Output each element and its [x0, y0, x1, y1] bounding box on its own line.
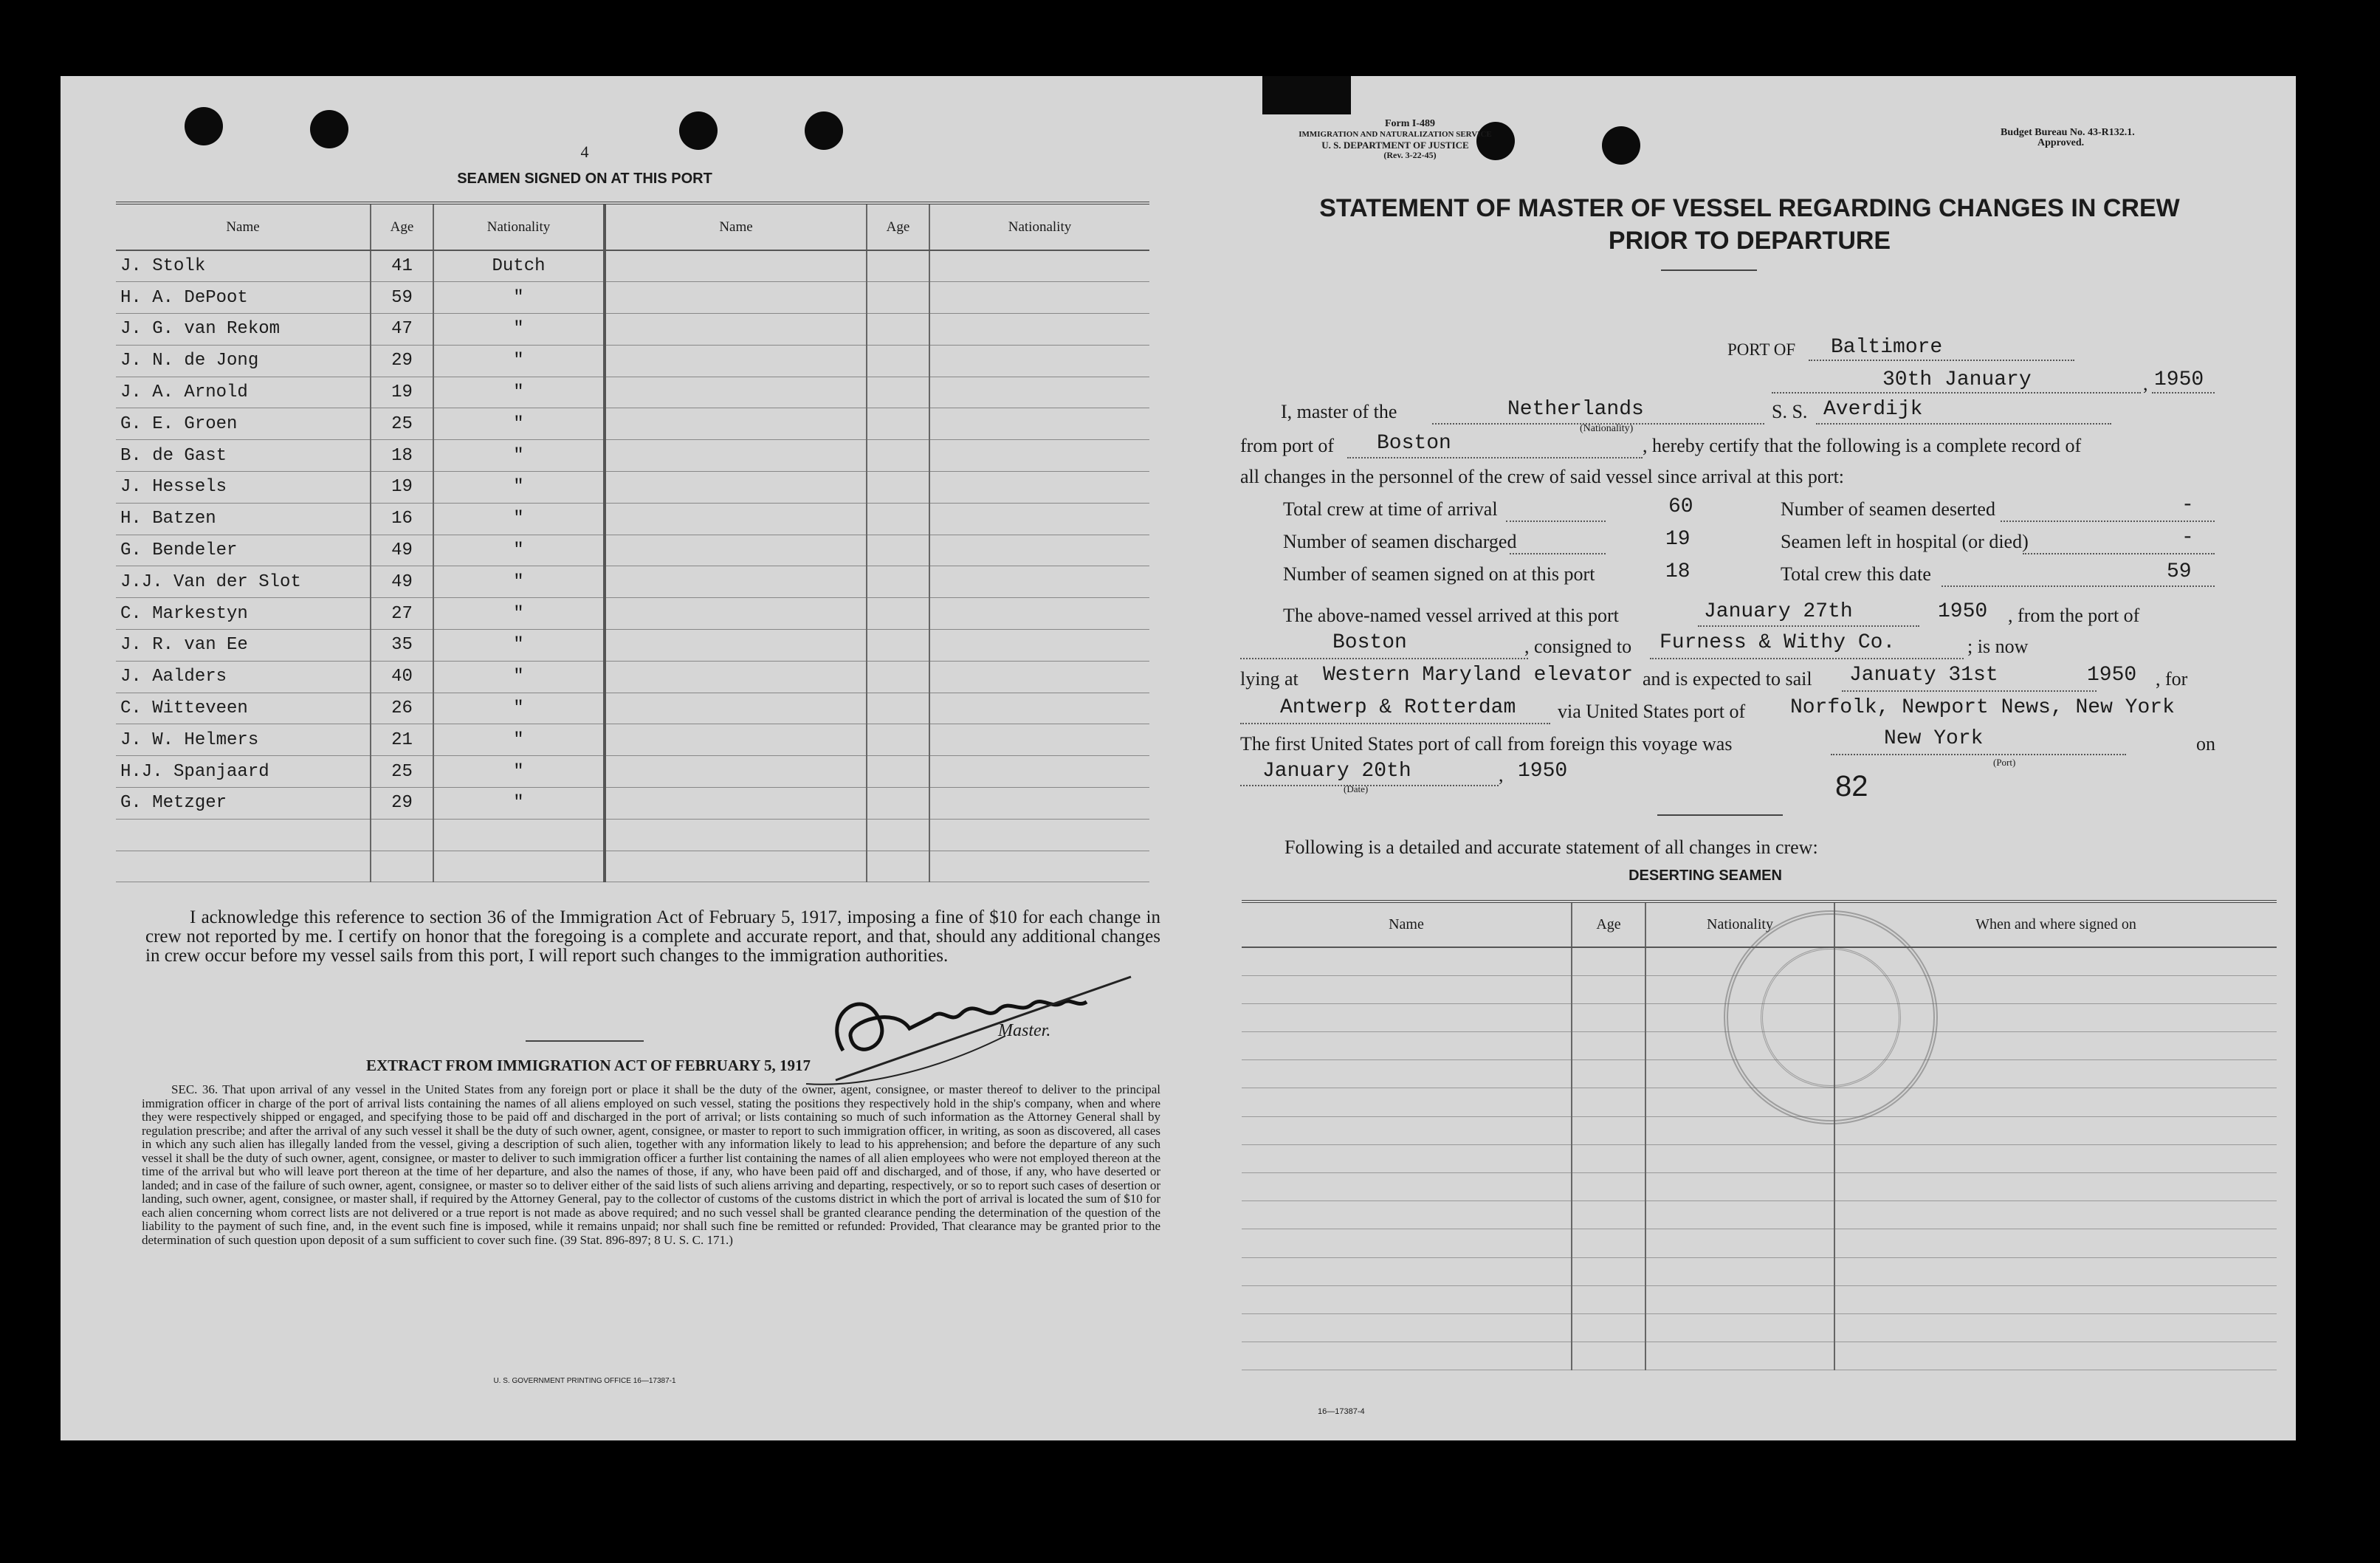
table-row — [116, 377, 1149, 408]
lying-at-label: lying at — [1240, 668, 1299, 690]
seaman-nationality: Dutch — [433, 250, 605, 282]
seaman-age — [371, 819, 433, 851]
agency-line-1: IMMIGRATION AND NATURALIZATION SERVICE — [1299, 130, 1492, 139]
blank-signed-on — [1834, 1257, 2277, 1285]
table-row — [116, 314, 1149, 346]
blank-nationality — [929, 408, 1149, 440]
blank-nationality — [929, 819, 1149, 851]
seaman-nationality: " — [433, 630, 605, 662]
seaman-name: J. G. van Rekom — [116, 314, 371, 346]
certify-text: , hereby certify that the following is a complete record of — [1643, 435, 2082, 456]
signed-on-value: 18 — [1665, 560, 1691, 583]
seaman-name: J. Aalders — [116, 661, 371, 693]
arrived-date: January 27th — [1704, 600, 1853, 623]
col-header-nationality: Nationality — [929, 203, 1149, 250]
blank-name — [605, 472, 867, 504]
blank-name — [1242, 1229, 1572, 1257]
seaman-nationality: " — [433, 598, 605, 630]
port-value: Baltimore — [1831, 336, 1943, 359]
blank-name — [1242, 1032, 1572, 1060]
on-label: on — [2196, 733, 2215, 755]
date-value: 30th January — [1882, 368, 2032, 391]
blank-age — [867, 503, 929, 535]
seaman-age: 41 — [371, 250, 433, 282]
seaman-age: 40 — [371, 661, 433, 693]
blank-name — [1242, 1342, 1572, 1370]
col-header-age: Age — [1572, 901, 1645, 947]
blank-nationality — [929, 472, 1149, 504]
consigned-to-label: , consigned to — [1524, 636, 1632, 657]
blank-signed-on — [1834, 1116, 2277, 1144]
seaman-age: 16 — [371, 503, 433, 535]
seaman-nationality — [433, 851, 605, 882]
seaman-age: 27 — [371, 598, 433, 630]
blank-age — [867, 598, 929, 630]
seaman-nationality: " — [433, 693, 605, 724]
blank-age — [867, 724, 929, 756]
seaman-name: G. E. Groen — [116, 408, 371, 440]
blank-nationality — [929, 440, 1149, 472]
blank-name — [1242, 1144, 1572, 1172]
col-header-nationality: Nationality — [433, 203, 605, 250]
col-header-age: Age — [371, 203, 433, 250]
hospital-label: Seamen left in hospital (or died) — [1781, 531, 2029, 552]
blank-name — [1242, 1257, 1572, 1285]
col-header-signed-on: When and where signed on — [1834, 901, 2277, 947]
blank-nationality — [929, 250, 1149, 282]
arrived-from: Boston — [1332, 631, 1407, 654]
seaman-name: G. Bendeler — [116, 535, 371, 566]
col-header-name: Name — [1242, 901, 1572, 947]
table-row — [116, 440, 1149, 472]
seaman-name: G. Metzger — [116, 788, 371, 820]
blank-nationality — [929, 566, 1149, 598]
punch-hole — [1602, 126, 1640, 165]
seaman-nationality: " — [433, 345, 605, 377]
blank-age — [867, 472, 929, 504]
from-the-port-of: , from the port of — [2008, 605, 2140, 626]
total-crew-arrival-label: Total crew at time of arrival — [1283, 498, 1498, 520]
blank-nationality — [1645, 1173, 1834, 1201]
blank-name — [605, 408, 867, 440]
blank-nationality — [1645, 1201, 1834, 1229]
seaman-age: 26 — [371, 693, 433, 724]
blank-age — [1572, 1088, 1645, 1116]
table-row — [116, 724, 1149, 756]
table-row — [1242, 1229, 2277, 1257]
torn-corner — [1262, 76, 1351, 114]
blank-age — [1572, 1229, 1645, 1257]
consignee: Furness & Withy Co. — [1660, 631, 1896, 654]
col-header-nationality: Nationality — [1645, 901, 1834, 947]
blank-signed-on — [1834, 1173, 2277, 1201]
table-row — [116, 472, 1149, 504]
blank-name — [1242, 1285, 1572, 1313]
extract-title: EXTRACT FROM IMMIGRATION ACT OF FEBRUARY 5, 1917 — [365, 1057, 811, 1074]
dot-leader — [1506, 495, 1606, 522]
total-crew-date-label: Total crew this date — [1781, 563, 1931, 585]
divider — [1657, 814, 1783, 816]
blank-signed-on — [1834, 1229, 2277, 1257]
blank-name — [605, 851, 867, 882]
port-label: PORT OF — [1727, 340, 1796, 359]
blank-name — [605, 566, 867, 598]
col-header-name: Name — [116, 203, 371, 250]
table-row — [116, 661, 1149, 693]
arrived-text: The above-named vessel arrived at this port — [1283, 605, 1619, 626]
table-row — [116, 756, 1149, 788]
blank-name — [605, 724, 867, 756]
table-row — [1242, 1116, 2277, 1144]
blank-nationality — [1645, 1285, 1834, 1313]
blank-age — [1572, 1285, 1645, 1313]
form-title: STATEMENT OF MASTER OF VESSEL REGARDING CHANGES IN CREW — [1319, 194, 2180, 222]
blank-name — [605, 345, 867, 377]
discharged-value: 19 — [1665, 528, 1691, 551]
table-row — [116, 408, 1149, 440]
from-port-value: Boston — [1377, 432, 1451, 455]
table-row — [116, 788, 1149, 820]
seaman-age — [371, 851, 433, 882]
seaman-name: C. Witteveen — [116, 693, 371, 724]
divider — [1661, 269, 1757, 271]
blank-age — [867, 282, 929, 314]
left-page — [61, 76, 1171, 1440]
sail-year: 1950 — [2087, 664, 2137, 687]
nationality-value: Netherlands — [1507, 398, 1644, 421]
blank-age — [867, 408, 929, 440]
table-row — [116, 535, 1149, 566]
destination: Antwerp & Rotterdam — [1280, 696, 1516, 719]
seaman-name: H.J. Spanjaard — [116, 756, 371, 788]
blank-name — [605, 788, 867, 820]
blank-name — [605, 503, 867, 535]
table-row — [116, 566, 1149, 598]
blank-name — [605, 693, 867, 724]
blank-name — [605, 282, 867, 314]
seaman-age: 29 — [371, 345, 433, 377]
blank-age — [1572, 975, 1645, 1003]
seaman-name: J. Hessels — [116, 472, 371, 504]
blank-age — [867, 566, 929, 598]
blank-age — [1572, 1313, 1645, 1342]
blank-name — [605, 756, 867, 788]
seaman-name: J. W. Helmers — [116, 724, 371, 756]
table-row — [116, 630, 1149, 662]
seaman-nationality: " — [433, 282, 605, 314]
blank-nationality — [929, 314, 1149, 346]
port-caption: (Port) — [1993, 757, 2016, 768]
table-row — [116, 693, 1149, 724]
blank-nationality — [929, 661, 1149, 693]
seaman-age: 25 — [371, 756, 433, 788]
col-header-age: Age — [867, 203, 929, 250]
blank-signed-on — [1834, 1285, 2277, 1313]
seaman-nationality: " — [433, 756, 605, 788]
blank-name — [605, 661, 867, 693]
first-date: January 20th — [1262, 760, 1411, 783]
printer-line: U. S. GOVERNMENT PRINTING OFFICE 16—17387-1 — [493, 1377, 676, 1385]
blank-nationality — [1645, 1313, 1834, 1342]
form-footer: 16—17387-4 — [1318, 1407, 1365, 1416]
seaman-age: 19 — [371, 472, 433, 504]
inspection-stamp-inner — [1761, 947, 1901, 1088]
via-ports: Norfolk, Newport News, New York — [1790, 696, 2175, 719]
blank-name — [605, 598, 867, 630]
blank-age — [867, 693, 929, 724]
blank-signed-on — [1834, 1144, 2277, 1172]
seaman-name: J. A. Arnold — [116, 377, 371, 408]
blank-name — [1242, 1088, 1572, 1116]
seaman-nationality: " — [433, 314, 605, 346]
blank-name — [1242, 1060, 1572, 1088]
table-row — [116, 819, 1149, 851]
total-crew-date-value: 59 — [2167, 560, 2192, 583]
seaman-nationality: " — [433, 661, 605, 693]
punch-hole — [310, 110, 348, 148]
seaman-name: B. de Gast — [116, 440, 371, 472]
blank-nationality — [929, 756, 1149, 788]
blank-nationality — [1645, 1257, 1834, 1285]
blank-age — [867, 440, 929, 472]
seaman-nationality — [433, 819, 605, 851]
blank-name — [1242, 975, 1572, 1003]
table-row — [1242, 1285, 2277, 1313]
deserted-value: - — [2181, 494, 2194, 517]
seaman-name: H. Batzen — [116, 503, 371, 535]
seaman-nationality: " — [433, 440, 605, 472]
agency-line-2: U. S. DEPARTMENT OF JUSTICE — [1321, 140, 1469, 151]
blank-name — [605, 440, 867, 472]
berth: Western Maryland elevator — [1323, 664, 1634, 687]
seaman-name: J.J. Van der Slot — [116, 566, 371, 598]
revision: (Rev. 3-22-45) — [1383, 150, 1437, 160]
blank-nationality — [929, 630, 1149, 662]
blank-nationality — [1645, 1229, 1834, 1257]
blank-nationality — [929, 598, 1149, 630]
blank-name — [1242, 1003, 1572, 1031]
seaman-nationality: " — [433, 377, 605, 408]
blank-age — [867, 345, 929, 377]
blank-age — [867, 377, 929, 408]
seaman-nationality: " — [433, 566, 605, 598]
table-row — [116, 282, 1149, 314]
table-row — [116, 598, 1149, 630]
seamen-signed-on-table — [116, 202, 1149, 882]
blank-age — [1572, 1201, 1645, 1229]
signed-on-label: Number of seamen signed on at this port — [1283, 563, 1595, 585]
table-row — [1242, 1342, 2277, 1370]
blank-age — [867, 788, 929, 820]
seaman-name: J. N. de Jong — [116, 345, 371, 377]
seaman-name — [116, 819, 371, 851]
blank-name — [1242, 1201, 1572, 1229]
year-value: 1950 — [2154, 368, 2204, 391]
seaman-name — [116, 851, 371, 882]
blank-nationality — [929, 377, 1149, 408]
blank-nationality — [929, 851, 1149, 882]
blank-age — [867, 819, 929, 851]
master-label: Master. — [998, 1021, 1051, 1040]
blank-nationality — [929, 282, 1149, 314]
total-crew-arrival: 60 — [1668, 495, 1693, 518]
hospital-value: - — [2181, 526, 2194, 549]
seaman-age: 25 — [371, 408, 433, 440]
punch-hole — [679, 111, 718, 150]
first-port-text: The first United States port of call from foreign this voyage was — [1240, 733, 1733, 755]
expected-text: and is expected to sail — [1643, 668, 1812, 690]
table-row — [1242, 1313, 2277, 1342]
from-port-label: from port of — [1240, 435, 1335, 456]
seaman-age: 35 — [371, 630, 433, 662]
table-row — [116, 851, 1149, 882]
seaman-age: 47 — [371, 314, 433, 346]
blank-name — [605, 630, 867, 662]
blank-age — [867, 756, 929, 788]
blank-name — [605, 314, 867, 346]
form-number: Form I-489 — [1384, 118, 1436, 129]
blank-signed-on — [1834, 1313, 2277, 1342]
nationality-caption: (Nationality) — [1580, 423, 1634, 434]
table-row — [116, 345, 1149, 377]
table-row — [1242, 1173, 2277, 1201]
blank-nationality — [1645, 1144, 1834, 1172]
seaman-age: 49 — [371, 566, 433, 598]
approved: Approved. — [2037, 137, 2085, 148]
acknowledgement-text: I acknowledge this reference to section 36 of the Immigration Act of February 5, 1917, imposing a fine of $10 for each change in crew not reported by me. I certify on honor that the foregoing is a complete and accurate report, and that, should any additional changes in crew occur before my vessel sails from this port, I will report such changes to the immigration authorities. — [145, 907, 1160, 966]
blank-age — [1572, 1003, 1645, 1031]
blank-name — [1242, 1173, 1572, 1201]
deserted-label: Number of seamen deserted — [1781, 498, 1995, 520]
for-label: , for — [2156, 668, 2188, 690]
seaman-nationality: " — [433, 503, 605, 535]
blank-age — [867, 314, 929, 346]
blank-nationality — [929, 693, 1149, 724]
blank-name — [605, 250, 867, 282]
blank-age — [1572, 1173, 1645, 1201]
discharged-label: Number of seamen discharged — [1283, 531, 1517, 552]
divider — [526, 1040, 644, 1042]
table-row — [1242, 1201, 2277, 1229]
extract-text: SEC. 36. That upon arrival of any vessel in the United States from any foreign port or place it shall be the duty of the owner, agent, consignee, or master thereof to deliver to the principal immigration officer in charge of the port of arrival lists containing the names of all aliens employed on such vessel, stating the positions they respectively hold in the ship's company, when and where they were respectively shipped or engaged, and specifying those to be paid off and discharged in the port of arrival; or lists containing so much of such information as the Attorney General shall by regulation prescribe; and after the arrival of any such vessel it shall be the duty of such owner, agent, consignee, or master to report to such immigration officer, in writing, as soon as discovered, all cases in which any such alien has illegally landed from the vessel, giving a description of such alien, together with any information likely to lead to his apprehension; and before the departure of any such vessel it shall be the duty of such owner, agent, consignee, or master to deliver to such immigration officer a further list containing the names of all alien employees who were not employed thereon at the time of the arrival but who will leave port thereon at the time of her departure, and also the names of those, if any, who have been paid off and discharged, and of those, if any, who have deserted or landed; and in case of the failure of such owner, agent, consignee, or master so to deliver either of the said lists of such aliens arriving and departing, respectively, or so to report such cases of desertion or landing, such owner, agent, consignee, or master shall, if required by the Attorney General, pay to the collector of customs of the customs district in which the port of arrival is located the sum of $10 for each alien concerning whom correct lists are not delivered or a true report is not made as above required; and no such vessel shall be granted clearance pending the determination of the question of the liability to the payment of such fine, and, in the event such fine is imposed, while it remains unpaid; nor shall such fine be remitted or refunded: Provided, That clearance may be granted prior to the determination of such question upon deposit of a sum sufficient to cover such fine. (39 Stat. 896-897; 8 U. S. C. 171.) — [142, 1082, 1160, 1247]
table-row — [1242, 1144, 2277, 1172]
following-text: Following is a detailed and accurate statement of all changes in crew: — [1284, 837, 1818, 858]
blank-name — [1242, 1313, 1572, 1342]
blank-age — [1572, 1032, 1645, 1060]
right-page: Form I-489 IMMIGRATION AND NATURALIZATION SERVICE U. S. DEPARTMENT OF JUSTICE (Rev. 3-22-45) Budget Bureau No. 43-R132.1. Approved. STATEMENT OF MASTER OF VESSEL REGARDING CHANGES IN CREW PRIOR TO DEPARTURE PORT OF Baltimore 30th January , 1950 I, master of the Netherlands (Nationality) S. S. Averdijk from port of Boston , hereby certify that the following is a complete record of all changes in the personnel of the crew of said vessel since arrival at this port: Total crew at time of arrival 60 Number of seamen deserted - Number of seamen discharged 19 Seamen left in hospital (or died) - Number of seamen signed on at this port 18 Total crew this date 59 The above-named vessel arrived at this port January 27th 1950 , from the port of Boston , consigned to Furness & Withy Co. ; is now lying at Western Maryland elevator and is expected to sail Januaty 31st 1950 , for Antwerp & Rotterdam via United States port of Norfolk, Newport News, New York The first United States port of call from foreign this voyage was New York (Port) on January 20th (Date) , 1950 82 Following is a detailed and accurate statement of all changes in crew: DESERTING SEAMEN Name Age Nationality When and where signed on 16—17387-4 — [1166, 76, 2296, 1440]
blank-nationality — [1645, 1342, 1834, 1370]
blank-age — [867, 851, 929, 882]
seaman-nationality: " — [433, 788, 605, 820]
is-now: ; is now — [1967, 636, 2029, 657]
seaman-nationality: " — [433, 535, 605, 566]
blank-name — [605, 377, 867, 408]
blank-name — [1242, 1116, 1572, 1144]
vessel-value: Averdijk — [1823, 398, 1923, 421]
deserting-title: DESERTING SEAMEN — [1628, 868, 1782, 884]
blank-age — [1572, 1060, 1645, 1088]
blank-age — [1572, 947, 1645, 975]
blank-nationality — [929, 503, 1149, 535]
seaman-age: 19 — [371, 377, 433, 408]
seaman-nationality: " — [433, 408, 605, 440]
first-year: 1950 — [1518, 760, 1568, 783]
blank-nationality — [929, 788, 1149, 820]
blank-name — [605, 819, 867, 851]
first-port: New York — [1884, 727, 1984, 750]
blank-signed-on — [1834, 1342, 2277, 1370]
budget-bureau: Budget Bureau No. 43-R132.1. — [2001, 127, 2135, 138]
blank-age — [867, 535, 929, 566]
blank-age — [1572, 1144, 1645, 1172]
date-caption: (Date) — [1344, 783, 1369, 794]
table-row — [116, 503, 1149, 535]
punch-hole — [185, 107, 223, 145]
table-row — [116, 250, 1149, 282]
sail-date: Januaty 31st — [1849, 664, 1998, 687]
table-row — [1242, 1257, 2277, 1285]
blank-signed-on — [1834, 1201, 2277, 1229]
blank-nationality — [929, 345, 1149, 377]
seaman-age: 59 — [371, 282, 433, 314]
seaman-name: H. A. DePoot — [116, 282, 371, 314]
seaman-age: 49 — [371, 535, 433, 566]
dot-leader — [1510, 528, 1606, 554]
punch-hole — [805, 111, 843, 150]
seaman-age: 21 — [371, 724, 433, 756]
certify-text-2: all changes in the personnel of the crew of said vessel since arrival at this port: — [1240, 466, 1845, 487]
seaman-nationality: " — [433, 724, 605, 756]
blank-age — [867, 250, 929, 282]
seaman-name: C. Markestyn — [116, 598, 371, 630]
blank-name — [1242, 947, 1572, 975]
seaman-nationality: " — [433, 472, 605, 504]
blank-name — [605, 535, 867, 566]
blank-age — [1572, 1257, 1645, 1285]
ss-label: S. S. — [1772, 401, 1808, 422]
blank-age — [867, 630, 929, 662]
seaman-name: J. R. van Ee — [116, 630, 371, 662]
via-text: via United States port of — [1558, 701, 1746, 722]
seaman-age: 18 — [371, 440, 433, 472]
blank-age — [867, 661, 929, 693]
blank-nationality — [929, 724, 1149, 756]
seaman-name: J. Stolk — [116, 250, 371, 282]
blank-age — [1572, 1116, 1645, 1144]
seaman-age: 29 — [371, 788, 433, 820]
arrived-year: 1950 — [1938, 600, 1988, 623]
handwritten-number: 82 — [1835, 770, 1868, 803]
section-title: SEAMEN SIGNED ON AT THIS PORT — [457, 171, 712, 187]
col-header-name: Name — [605, 203, 867, 250]
master-of-label: I, master of the — [1281, 401, 1397, 422]
page-number: 4 — [580, 142, 589, 161]
form-subtitle: PRIOR TO DEPARTURE — [1608, 227, 1891, 255]
blank-nationality — [929, 535, 1149, 566]
blank-age — [1572, 1342, 1645, 1370]
